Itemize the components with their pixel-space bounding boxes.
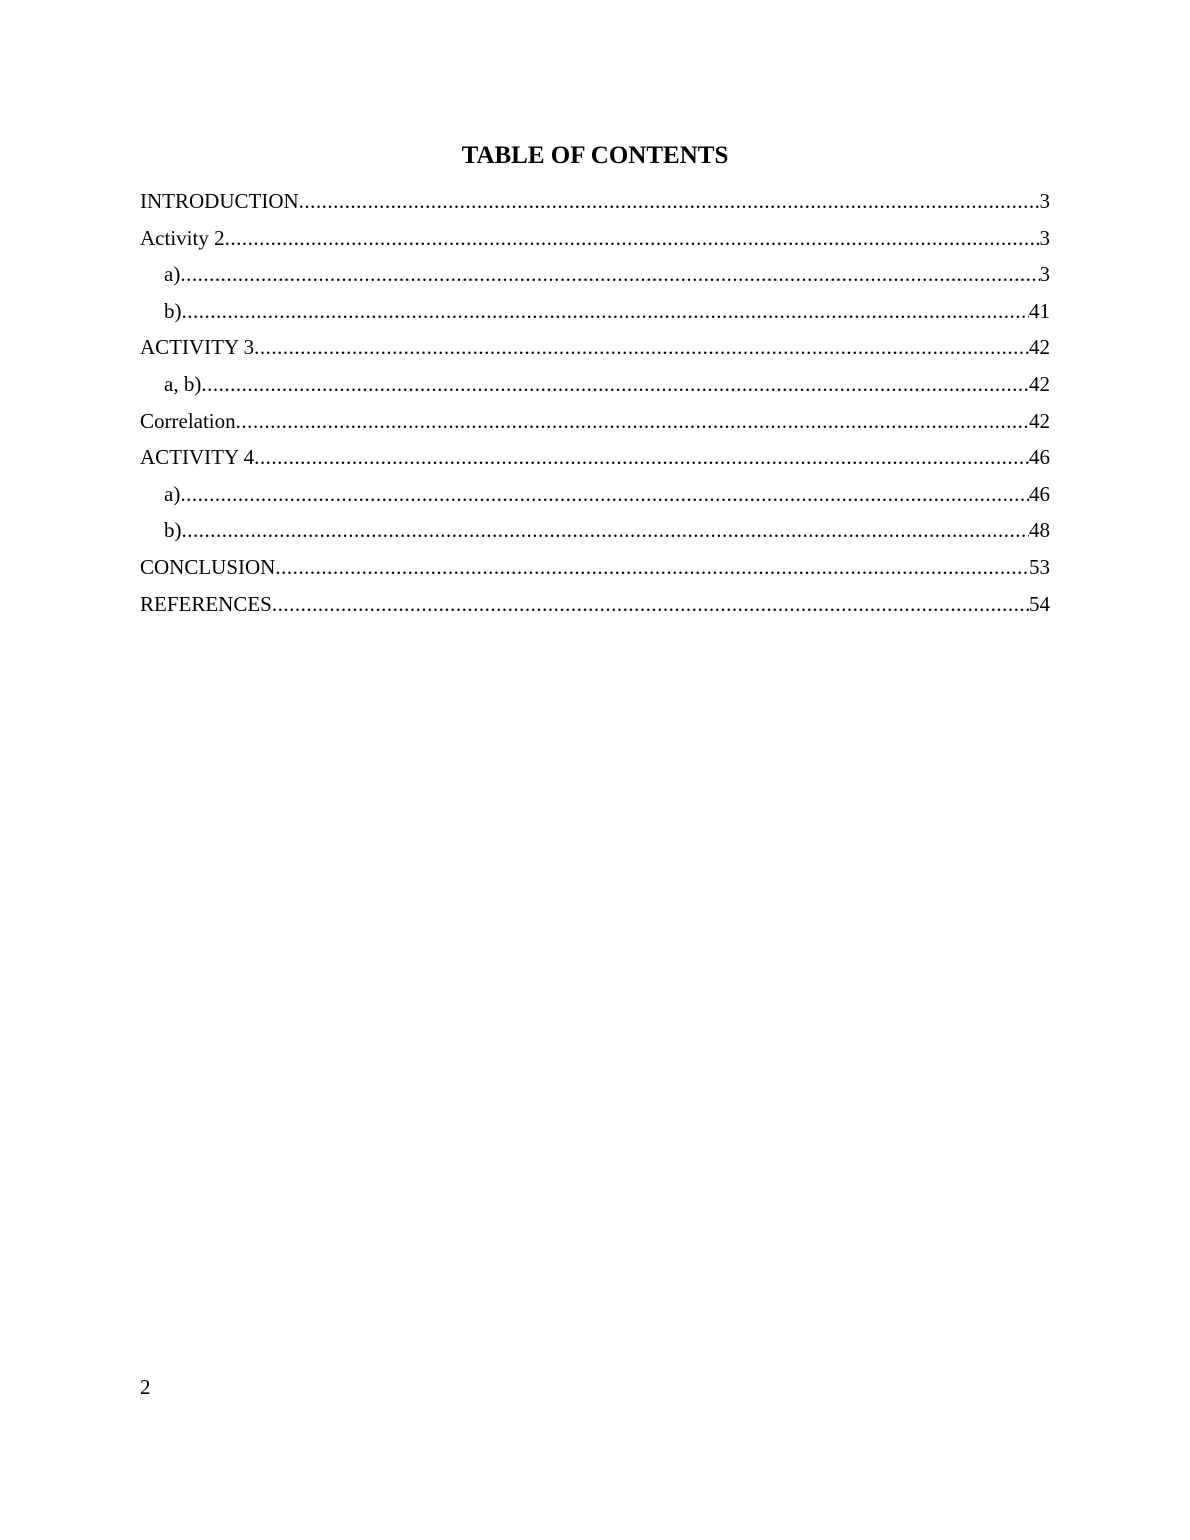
toc-entry-page: 3 <box>1039 225 1050 250</box>
toc-entry-page: 3 <box>1039 262 1050 287</box>
toc-dot-leader <box>201 366 1029 403</box>
toc-entry-label: a, b) <box>164 371 202 396</box>
toc-entry-label: CONCLUSION <box>140 554 276 579</box>
toc-entry-page: 48 <box>1029 518 1050 543</box>
toc-entry-label: ACTIVITY 4 <box>140 445 255 470</box>
toc-dot-leader <box>180 256 1039 293</box>
toc-dot-leader <box>182 512 1030 549</box>
toc-entry-introduction[interactable] <box>140 183 1050 220</box>
toc-entry-page: 41 <box>1029 298 1050 323</box>
toc-entry-activity-3-ab[interactable] <box>140 366 1050 403</box>
toc-dot-leader <box>254 329 1029 366</box>
toc-entry-activity-4-a[interactable] <box>140 476 1050 513</box>
toc-dot-leader <box>236 403 1029 440</box>
toc-entry-activity-3[interactable] <box>140 329 1050 366</box>
toc-entry-label: a) <box>164 262 181 287</box>
toc-entry-correlation[interactable] <box>140 403 1050 440</box>
toc-entry-page: 46 <box>1029 445 1050 470</box>
toc-entry-label: INTRODUCTION <box>140 189 299 213</box>
toc-entry-label: REFERENCES <box>140 591 272 616</box>
toc-entry-page: 3 <box>1039 189 1050 213</box>
toc-entry-activity-4-b[interactable] <box>140 512 1050 549</box>
toc-entry-page: 53 <box>1029 554 1050 579</box>
toc-entry-page: 54 <box>1029 591 1050 616</box>
toc-entry-label: Activity 2 <box>140 225 225 250</box>
toc-list <box>140 183 1050 622</box>
toc-dot-leader <box>299 183 1040 220</box>
toc-entry-label: b) <box>164 298 182 323</box>
toc-entry-label: Correlation <box>140 408 236 433</box>
toc-dot-leader <box>275 549 1029 586</box>
toc-entry-references[interactable] <box>140 586 1050 623</box>
toc-entry-page: 42 <box>1029 335 1050 360</box>
toc-entry-activity-4[interactable] <box>140 439 1050 476</box>
toc-entry-activity-2-b[interactable] <box>140 293 1050 330</box>
toc-entry-label: ACTIVITY 3 <box>140 335 255 360</box>
toc-entry-page: 42 <box>1029 371 1050 396</box>
toc-entry-label: a) <box>164 481 181 506</box>
toc-dot-leader <box>225 220 1040 257</box>
toc-dot-leader <box>180 476 1029 513</box>
toc-entry-conclusion[interactable] <box>140 549 1050 586</box>
toc-entry-page: 46 <box>1029 481 1050 506</box>
toc-dot-leader <box>254 439 1029 476</box>
footer-page-number: 2 <box>140 1375 151 1399</box>
toc-title: TABLE OF CONTENTS <box>461 142 729 169</box>
toc-entry-activity-2-a[interactable] <box>140 256 1050 293</box>
toc-dot-leader <box>182 293 1030 330</box>
toc-entry-activity-2[interactable] <box>140 220 1050 257</box>
toc-dot-leader <box>272 586 1029 623</box>
toc-entry-label: b) <box>164 518 182 543</box>
toc-entry-page: 42 <box>1029 408 1050 433</box>
